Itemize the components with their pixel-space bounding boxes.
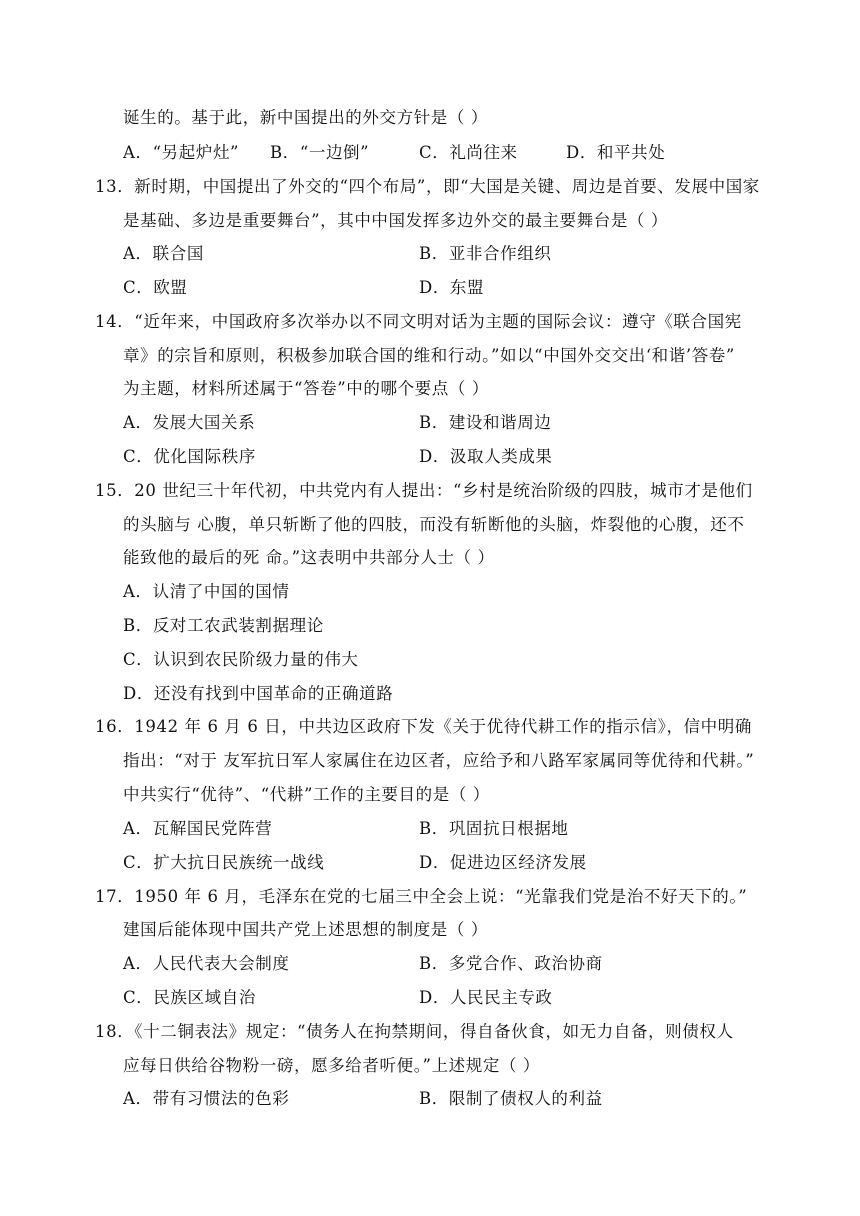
q18-stem-line-1: 18．《十二铜表法》规定：“债务人在拘禁期间，得自备伙食，如无力自备，则债权人 <box>95 1022 734 1041</box>
q16-option-a: A．瓦解国民党阵营 <box>123 819 273 838</box>
q16-option-d: D．促进边区经济发展 <box>419 853 587 872</box>
q14-option-b: B．建设和谐周边 <box>419 413 552 432</box>
q18-stem-line-2: 应每日供给谷物粉一磅，愿多给者听便。”上述规定（ ） <box>123 1056 541 1075</box>
q15-option-d: D．还没有找到中国革命的正确道路 <box>123 684 394 703</box>
q14-stem-line-1: 14．“近年来，中国政府多次举办以不同文明对话为主题的国际会议：遵守《联合国宪 <box>95 312 742 331</box>
q15-option-a: A．认清了中国的国情 <box>123 582 290 601</box>
q13-option-b: B．亚非合作组织 <box>419 244 552 263</box>
q14-stem-line-2: 章》的宗旨和原则，积极参加联合国的维和行动。”如以“中国外交交出‘和谐’答卷” <box>123 346 735 365</box>
q15-stem-line-1: 15．20 世纪三十年代初，中共党内有人提出：“乡村是统治阶级的四肢，城市才是他们 <box>95 481 753 500</box>
q13-stem-line-1: 13．新时期，中国提出了外交的“四个布局”，即“大国是关键、周边是首要、发展中国家 <box>95 177 760 196</box>
q17-option-d: D．人民民主专政 <box>419 988 553 1007</box>
q13-stem-line-2: 是基础、多边是重要舞台”，其中中国发挥多边外交的最主要舞台是（ ） <box>123 211 668 230</box>
q13-option-c: C．欧盟 <box>123 278 188 297</box>
q17-option-a: A．人民代表大会制度 <box>123 954 290 973</box>
q18-option-a: A．带有习惯法的色彩 <box>123 1089 290 1108</box>
q14-stem-line-3: 为主题，材料所述属于“答卷”中的哪个要点（ ） <box>123 379 489 398</box>
q16-option-b: B．巩固抗日根据地 <box>419 819 569 838</box>
q18-option-b: B．限制了债权人的利益 <box>419 1089 603 1108</box>
q16-stem-line-3: 中共实行“优待”、“代耕”工作的主要目的是（ ） <box>123 785 490 804</box>
q15-option-c: C．认识到农民阶级力量的伟大 <box>123 650 359 669</box>
q13-option-d: D．东盟 <box>419 278 485 297</box>
q14-option-c: C．优化国际秩序 <box>123 447 256 466</box>
q16-option-c: C．扩大抗日民族统一战线 <box>123 853 325 872</box>
q17-option-b: B．多党合作、政治协商 <box>419 954 603 973</box>
q12-option-c: C．礼尚往来 <box>419 143 518 162</box>
q15-stem-line-3: 能致他的最后的死 命。”这表明中共部分人士（ ） <box>123 548 495 567</box>
q16-stem-line-2: 指出：“对于 友军抗日军人家属住在边区者，应给予和八路军家属同等优待和代耕。” <box>123 751 755 770</box>
q12-option-b: B．“一边倒” <box>270 143 370 162</box>
q17-stem-line-1: 17．1950 年 6 月，毛泽东在党的七届三中全会上说：“光靠我们党是治不好天下的。” <box>95 887 748 906</box>
q17-stem-line-2: 建国后能体现中国共产党上述思想的制度是（ ） <box>123 920 488 939</box>
q16-stem-line-1: 16．1942 年 6 月 6 日，中共边区政府下发《关于优待代耕工作的指示信》，信中明确 <box>95 717 752 736</box>
q13-option-a: A．联合国 <box>123 244 204 263</box>
q15-option-b: B．反对工农武装割据理论 <box>123 616 324 635</box>
q12-option-a: A．“另起炉灶” <box>123 143 240 162</box>
q12-option-d: D．和平共处 <box>566 143 666 162</box>
q14-option-a: A．发展大国关系 <box>123 413 256 432</box>
q14-option-d: D．汲取人类成果 <box>419 447 553 466</box>
q15-stem-line-2: 的头脑与 心腹，单只斩断了他的四肢，而没有斩断他的头脑，炸裂他的心腹，还不 <box>123 515 745 534</box>
q17-option-c: C．民族区域自治 <box>123 988 256 1007</box>
q12-stem-tail: 诞生的。基于此，新中国提出的外交方针是（ ） <box>123 108 488 127</box>
